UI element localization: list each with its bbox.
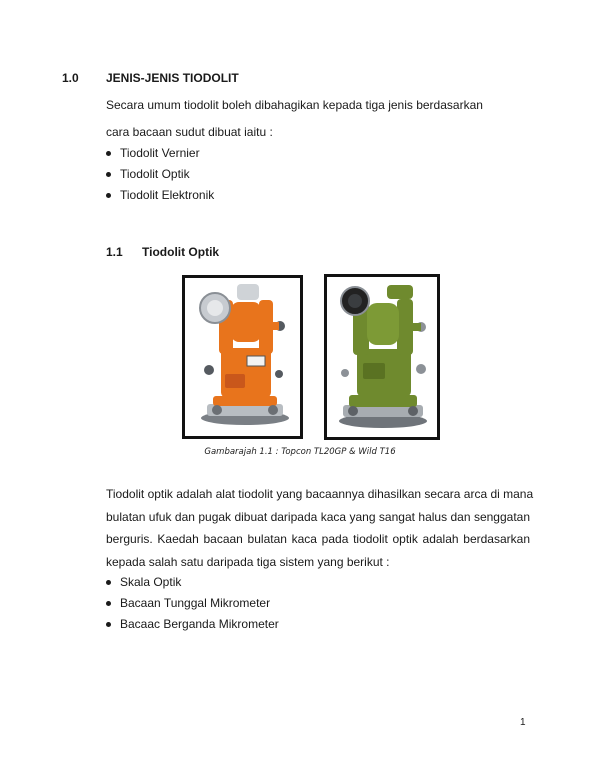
green-theodolite-icon	[327, 277, 437, 437]
paragraph-line: kepada salah satu daripada tiga sistem yang berikut :	[106, 555, 390, 569]
intro-line-1: Secara umum tiodolit boleh dibahagikan kepada tiga jenis berdasarkan	[106, 98, 483, 112]
bullet-icon	[106, 193, 111, 198]
photo-wild-theodolite	[324, 274, 440, 440]
orange-theodolite-icon	[185, 278, 300, 436]
paragraph-line: berguris. Kaedah bacaan bulatan kaca pada tiodolit optik adalah berdasarkan	[106, 532, 530, 546]
section-number: 1.0	[62, 71, 79, 85]
section-title: JENIS-JENIS TIODOLIT	[106, 71, 239, 85]
bullet-icon	[106, 172, 111, 177]
intro-line-2: cara bacaan sudut dibuat iaitu :	[106, 125, 273, 139]
photo-topcon-theodolite	[182, 275, 303, 439]
paragraph-line: Tiodolit optik adalah alat tiodolit yang bacaannya dihasilkan secara arca di mana	[106, 487, 534, 501]
paragraph-line: bulatan ufuk dan pugak dibuat daripada kaca yang sangat halus dan senggatan	[106, 510, 530, 524]
bullet-icon	[106, 622, 111, 627]
bullet-icon	[106, 601, 111, 606]
page-number: 1	[520, 717, 526, 728]
subsection-heading	[106, 245, 356, 261]
document-page: 1.0 JENIS-JENIS TIODOLIT Secara umum tiodolit boleh dibahagikan kepada tiga jenis berdasarkan cara bacaan sudut dibuat iaitu : Tiodolit Vernier Tiodolit Optik Tiodolit Elektronik 1.1 Tiodolit Optik Gambarajah 1.1 : Topcon TL20GP & Wild T16 Tiodolit optik adalah alat tiodolit yang bacaannya dihasilkan secara arca di mana bulatan ufuk dan pugak dibuat daripada kaca yang sangat halus dan senggatan berguris. Kaedah bacaan bulatan kaca pada tiodolit optik adalah berdasarkan kepada salah satu daripada tiga sistem yang berikut : Skala Optik Bacaan Tunggal Mikrometer Bacaac Berganda Mikrometer 1	[0, 0, 600, 776]
section-heading	[62, 71, 362, 87]
bullet-icon	[106, 580, 111, 585]
subsection-title: Tiodolit Optik	[142, 245, 220, 259]
figure-caption: Gambarajah 1.1 : Topcon TL20GP & Wild T16	[204, 447, 396, 457]
bullet-icon	[106, 151, 111, 156]
subsection-number: 1.1	[106, 245, 123, 259]
